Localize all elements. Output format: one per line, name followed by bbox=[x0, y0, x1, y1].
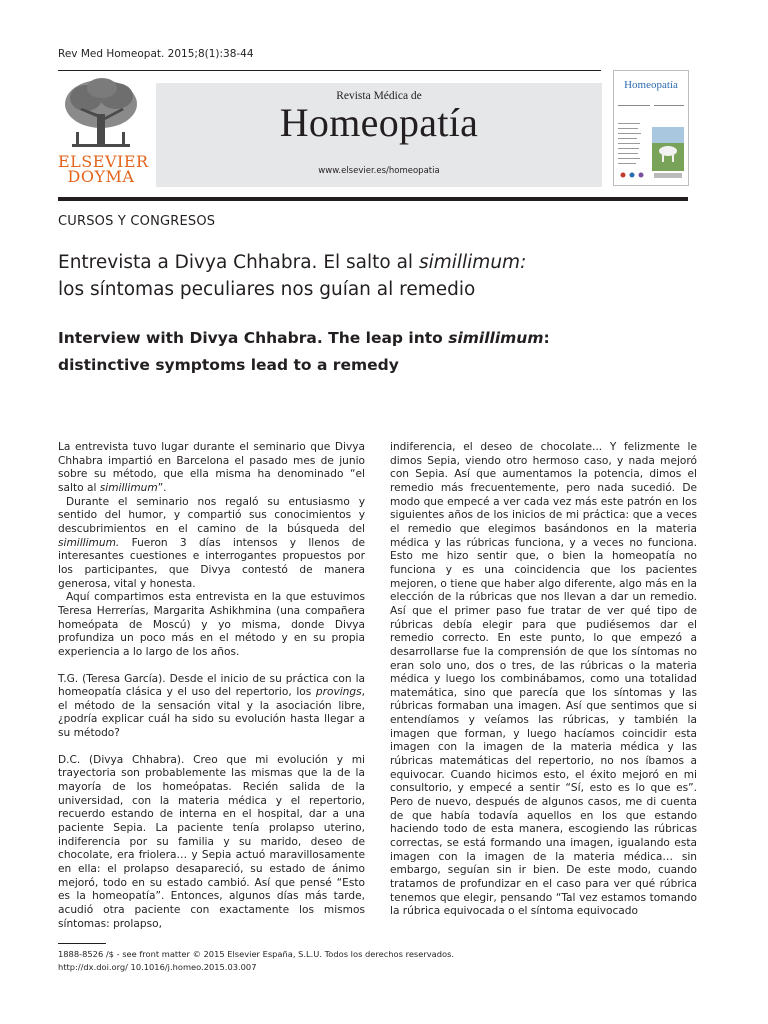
publisher-name: ELSEVIER DOYMA bbox=[58, 152, 149, 186]
answer-paragraph: D.C. (Divya Chhabra). Creo que mi evolución y mi trayectoria son probablemente las mismas que la de la mayoría de los homeópatas. Recién salida de la universidad, con la materia médica y el repertorio, recuerdo estando de interna en el hospital, dar a una paciente Sepia. La paciente tenía prolapso uterino, indiferencia por su familia y su marido, deseo de chocolate, era friolera… y Sepia actuó maravillosamente en ella: el prolapso desapareció, su estado de ánimo mejoró, todo en su estado cambió. Así que pensé “Esto es la homeopatía”. Entonces, algunos días más tarde, acudió otra paciente con exactamente los mismos síntomas: prolapso, bbox=[58, 753, 365, 930]
cover-art-icon bbox=[614, 71, 688, 185]
footnote-divider bbox=[58, 943, 106, 944]
tree-icon bbox=[58, 74, 144, 154]
journal-masthead bbox=[156, 83, 602, 187]
body-column-left bbox=[58, 441, 365, 931]
copyright-line: 1888-8526 /$ - see front matter © 2015 Elsevier España, S.L.U. Todos los derechos reservados. bbox=[58, 949, 455, 959]
footnote bbox=[58, 948, 454, 974]
question-paragraph: T.G. (Teresa García). Desde el inicio de su práctica con la homeopatía clásica y el uso del repertorio, los provings, el método de la sensación vital y la asociación libre, ¿podría explicar cuál ha sido su evolución hasta llegar a su método? bbox=[58, 672, 365, 740]
journal-url[interactable]: www.elsevier.es/homeopatia bbox=[318, 166, 440, 176]
paragraph: indiferencia, el deseo de chocolate... Y felizmente le dimos Sepia, viendo otro hermoso caso, y nada mejoró con Sepia. Así que aumentamos la potencia, dimos el remedio más frecuentemente, pero nada sucedió. De modo que empecé a ver cada vez más este patrón en los siguientes años de los inicios de mi práctica: que a veces el remedio que elegimos basándonos en la materia médica y las rúbricas funciona, y a veces no funciona. Esto me hizo sentir que, o bien la homeopatía no funciona y es una coincidencia que los pacientes mejoren, o tiene que haber algo diferente, algo más en la elección de la rúbricas que nos llevan a dar un remedio. Así que el primer paso fue tratar de ver qué tipo de rúbricas debía elegir para que pudiésemos dar el remedio correcto. En este punto, lo que empezó a desarrollarse fue la comprensión de que los síntomas no eran solo uno, dos o tres, de las rúbricas o la materia médica y luego los combinábamos, como una totalidad matemática, sino que parecía que los síntomas y las rúbricas formaban una imagen. Así que sentimos que si entendíamos y veíamos las rúbricas, y también la imagen que forman, y luego hacíamos coincidir esta imagen con la imagen de la materia médica y las rúbricas matemáticas del repertorio, no nos íbamos a equivocar. Cuando hicimos esto, el éxito mejoró en mi consultorio, y empecé a sentir “Sí, esto es lo que es”. Pero de nuevo, después de algunos casos, me di cuenta de que había todavía aquellos en los que estando haciendo todo de esta manera, escogiendo las rúbricas correctas, se está formando una imagen, igualando esta imagen con la imagen de la materia médica… sin embargo, seguían sin ir bien. De este modo, cuando tratamos de profundizar en el caso para ver qué rúbrica tenemos que elegir, pensando “Tal vez estamos tomando la rúbrica equivocada o el síntoma equivocado bbox=[390, 441, 697, 918]
journal-cover-thumbnail bbox=[613, 70, 689, 186]
journal-citation: Rev Med Homeopat. 2015;8(1):38-44 bbox=[58, 48, 254, 60]
paragraph: La entrevista tuvo lugar durante el seminario que Divya Chhabra impartió en Barcelona el pasado mes de junio sobre su método, que ella misma ha denominado “el salto al simillimum”. bbox=[58, 441, 365, 494]
section-label: CURSOS Y CONGRESOS bbox=[58, 214, 216, 229]
paragraph: Durante el seminario nos regaló su entusiasmo y sentido del humor, y compartió sus conocimientos y descubrimientos en el camino de la búsqueda del simillimum. Fueron 3 días intensos y llenos de interesantes cuestiones e interrogantes propuestos por los participantes, que Divya contestó de manera generosa, vital y honesta. bbox=[58, 495, 365, 590]
journal-name: Homeopatía bbox=[279, 100, 479, 145]
body-column-right bbox=[390, 441, 697, 919]
article-title-english: Interview with Divya Chhabra. The leap into simillimum: distinctive symptoms lead to a remedy bbox=[58, 329, 550, 374]
doi-link[interactable]: http://dx.doi.org/ 10.1016/j.homeo.2015.03.007 bbox=[58, 962, 257, 972]
article-title-spanish: Entrevista a Divya Chhabra. El salto al simillimum: los síntomas peculiares nos guían al remedio bbox=[58, 252, 527, 300]
journal-supertitle: Revista Médica de bbox=[336, 90, 422, 102]
elsevier-logo bbox=[58, 74, 149, 186]
paragraph: Aquí compartimos esta entrevista en la que estuvimos Teresa Herrerías, Margarita Ashikhmina (una compañera homeópata de Moscú) y yo misma, donde Divya profundiza un poco más en el método y en su propia experiencia a lo largo de los años. bbox=[58, 591, 365, 658]
cover-title: Homeopatía bbox=[624, 79, 678, 91]
header-divider bbox=[58, 197, 688, 201]
